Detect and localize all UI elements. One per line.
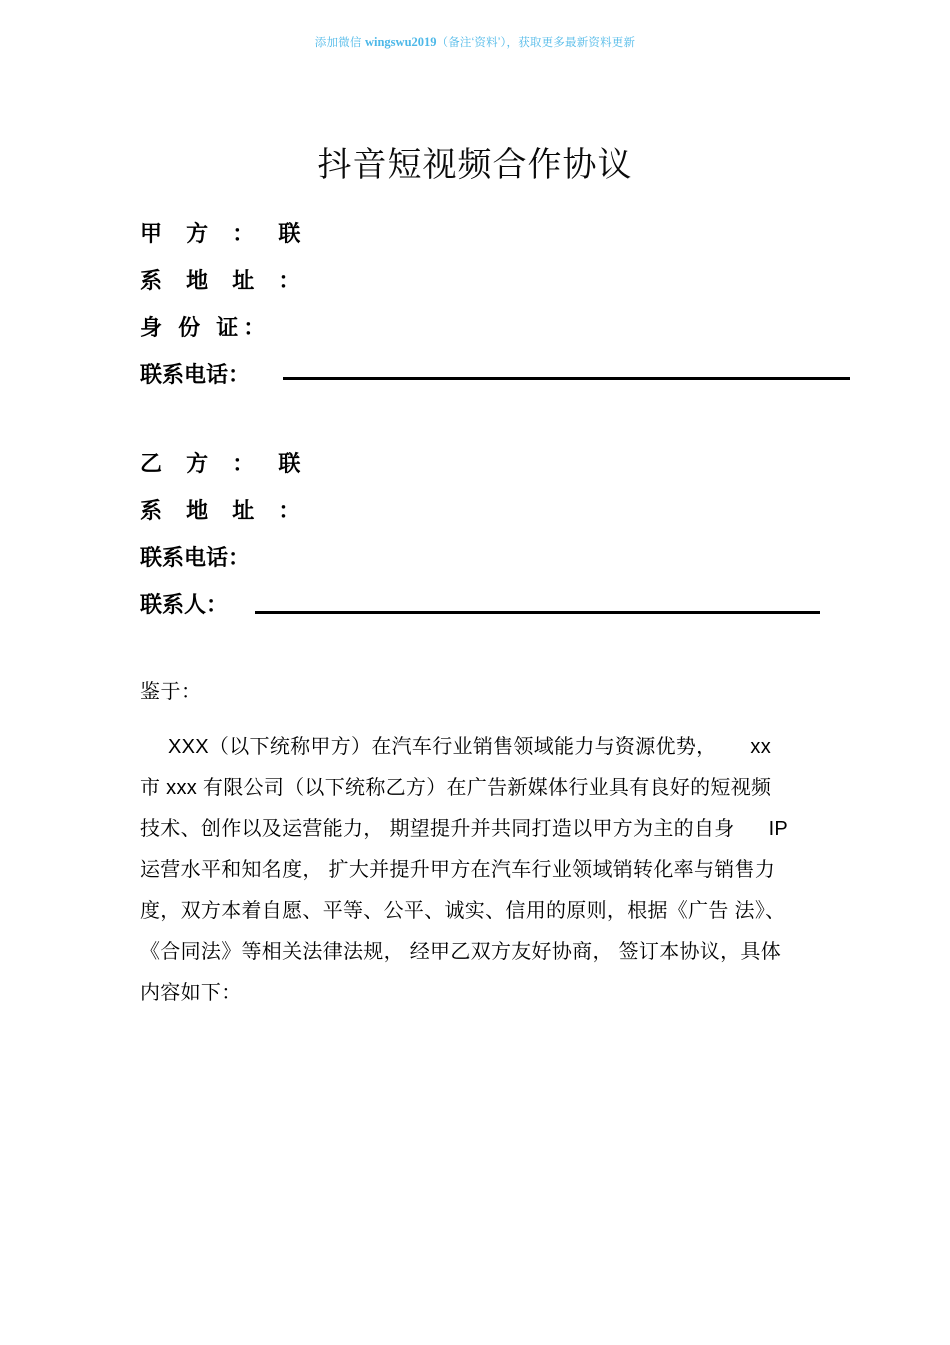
party-a-name-row: 甲 方 ： 联	[140, 221, 310, 246]
recitals-text: 市 xxx 有限公司（以下统称乙方）在广告新媒体行业具有良好的短视频	[140, 777, 772, 799]
party-b-phone-row: 联系电话：	[140, 545, 251, 570]
recitals-text: xx	[750, 736, 772, 758]
recitals-paragraph	[140, 727, 800, 1014]
recitals-text: 《合同法》等相关法律法规， 经甲乙双方友好协商， 签订本协议，具体	[140, 941, 782, 963]
recitals-text: 技术、创作以及运营能力， 期望提升并共同打造以甲方为主的自身	[140, 818, 735, 840]
promo-wechat-id: wingswu2019	[364, 35, 437, 49]
promo-watermark-header	[0, 34, 950, 51]
party-b-signature-rule	[255, 611, 820, 614]
party-b-contact-row: 联系人：	[140, 592, 229, 617]
party-a-phone-row: 联系电话：	[140, 362, 251, 387]
promo-prefix: 添加微信	[314, 37, 365, 49]
recitals-text: XXX（以下统称甲方）在汽车行业销售领域能力与资源优势，	[168, 736, 717, 758]
recitals-lead-label: 鉴于：	[140, 681, 202, 703]
recitals-line	[140, 932, 800, 973]
party-b-section	[140, 440, 900, 628]
document-title: 抖音短视频合作协议	[317, 145, 633, 184]
recitals-line	[140, 809, 800, 850]
promo-suffix: （备注‘资料’），获取更多最新资料更新	[436, 37, 636, 49]
recitals-text: 内容如下：	[140, 982, 242, 1004]
party-b-name-row: 乙 方 ： 联	[140, 451, 310, 476]
party-b-address-row: 系 地 址 ：	[140, 498, 310, 523]
recitals-line	[140, 727, 800, 768]
recitals-line	[140, 850, 800, 891]
recitals-text: 度，双方本着自愿、平等、公平、诚实、信用的原则，根据《广告 法》、	[140, 900, 786, 922]
recitals-line	[140, 973, 800, 1014]
party-a-id-row: 身 份 证：	[140, 315, 271, 340]
recitals-section	[140, 672, 800, 1014]
recitals-text: IP	[768, 818, 789, 840]
recitals-line	[140, 891, 800, 932]
party-a-signature-rule	[283, 377, 850, 380]
recitals-line	[140, 768, 800, 809]
recitals-text: 运营水平和知名度， 扩大并提升甲方在汽车行业领域销转化率与销售力	[140, 859, 776, 881]
party-a-section	[140, 210, 900, 398]
party-a-address-row: 系 地 址 ：	[140, 268, 310, 293]
